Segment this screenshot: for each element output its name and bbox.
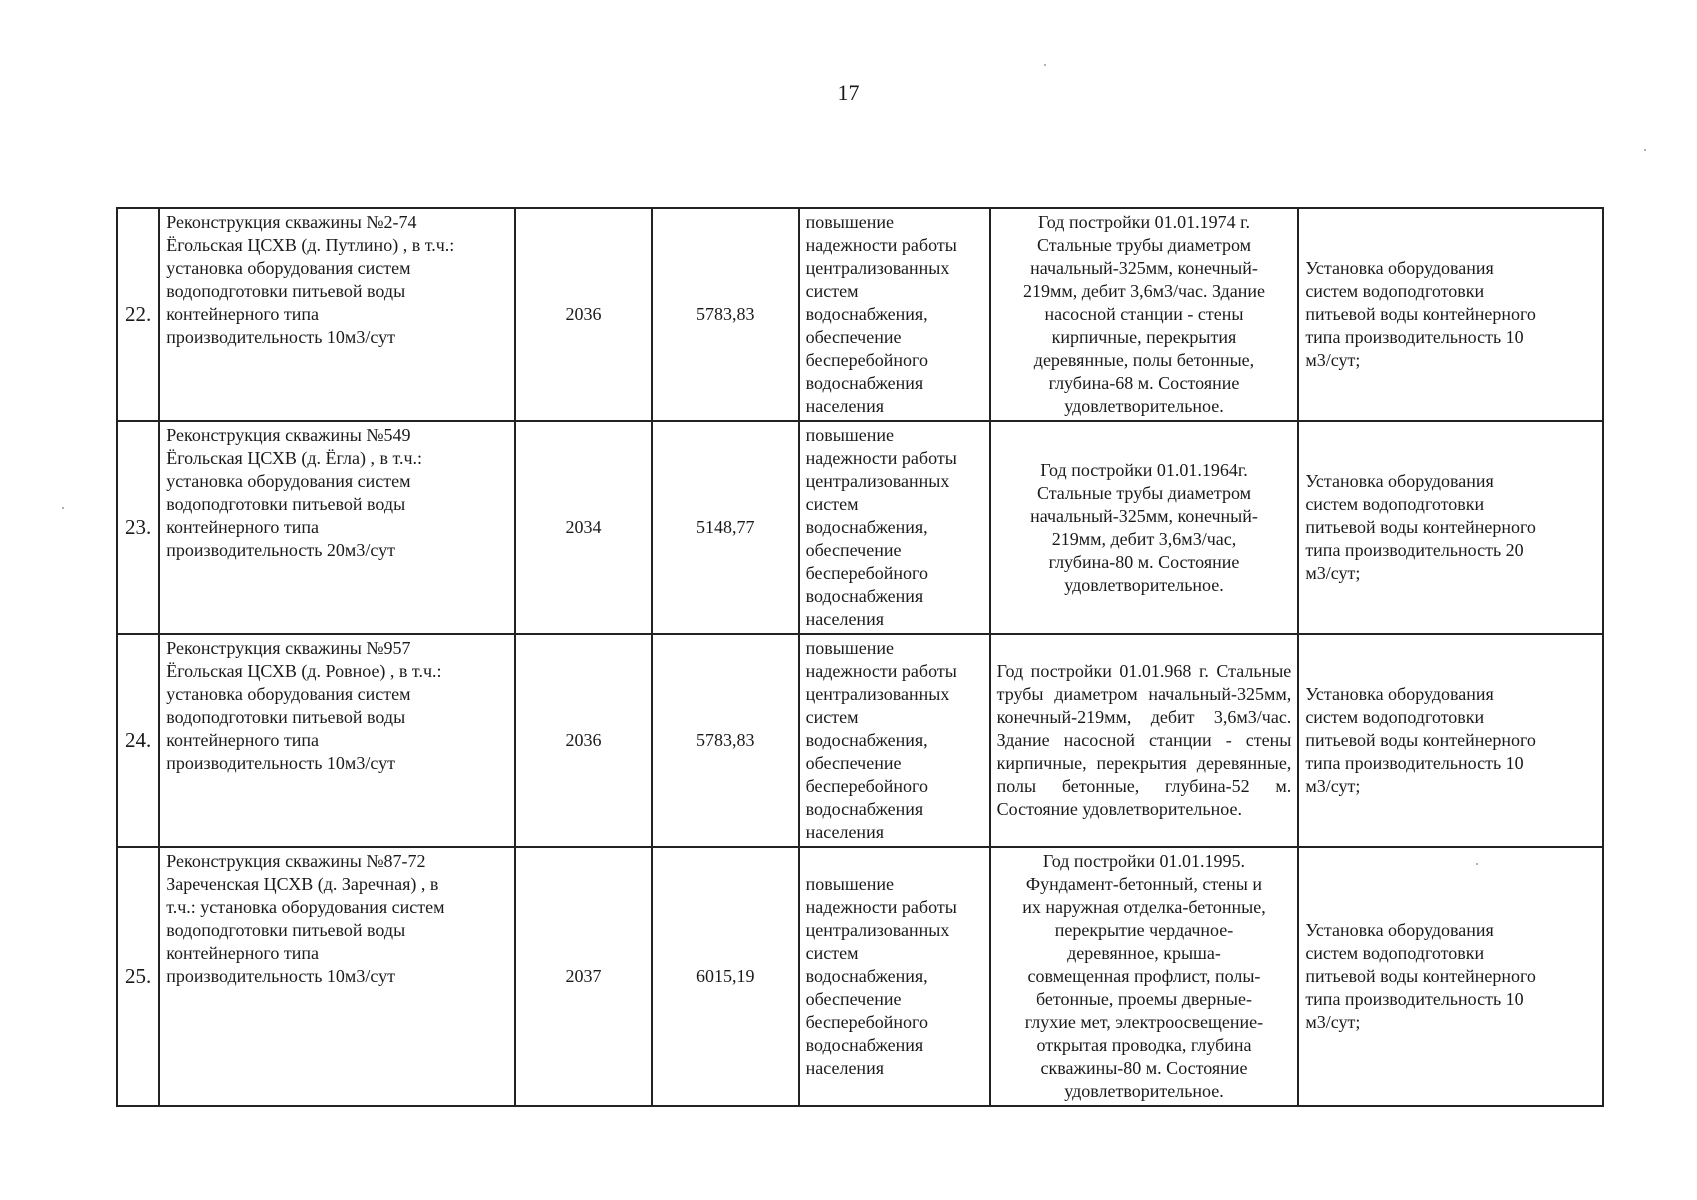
projects-table (116, 207, 1604, 1107)
goal-cell (799, 634, 990, 847)
project-title: Реконструкция скважины №957 Ёгольская ЦСХВ (д. Ровное) , в т.ч.: установка оборудования систем водоподготовки питьевой воды контейнерного типа производительность 10м3/сут (166, 638, 442, 773)
scan-speck (1644, 149, 1646, 151)
action-text: Установка оборудования систем водоподготовки питьевой воды контейнерного типа производительность 10 м3/сут; (1305, 920, 1536, 1032)
scan-speck (1476, 863, 1478, 865)
scan-speck (1044, 64, 1046, 66)
project-title-cell (159, 208, 515, 421)
action-text: Установка оборудования систем водоподготовки питьевой воды контейнерного типа производительность 10 м3/сут; (1305, 258, 1536, 370)
row-number-cell: 23. (117, 421, 159, 634)
goal-cell (799, 421, 990, 634)
state-text: Год постройки 01.01.1964г. Стальные трубы диаметром начальный-325мм, конечный- 219мм, дебит 3,6м3/час, глубина-80 м. Состояние удовлетворительное. (1030, 459, 1258, 595)
project-title: Реконструкция скважины №549 Ёгольская ЦСХВ (д. Ёгла) , в т.ч.: установка оборудования систем водоподготовки питьевой воды контейнерного типа производительность 20м3/сут (166, 425, 423, 560)
state-text: Год постройки 01.01.968 г. Стальные трубы диаметром начальный-325мм, конечный-219мм, дебит 3,6м3/час. Здание насосной станции - стены кирпичные, перекрытия деревянные, полы бетонные, глубина-52 м. Состояние удовлетворительное. (996, 661, 1292, 819)
table-row (117, 208, 1603, 421)
year-cell: 2036 (515, 208, 652, 421)
scan-speck (62, 507, 64, 509)
row-number-cell: 22. (117, 208, 159, 421)
goal-text: повышение надежности работы централизованных систем водоснабжения, обеспечение бесперебойного водоснабжения населения (805, 212, 957, 416)
page-number: 17 (837, 80, 860, 105)
goal-text: повышение надежности работы централизованных систем водоснабжения, обеспечение бесперебойного водоснабжения населения (805, 638, 957, 842)
action-text: Установка оборудования систем водоподготовки питьевой воды контейнерного типа производительность 10 м3/сут; (1305, 684, 1536, 796)
state-cell (990, 421, 1299, 634)
state-cell (990, 634, 1299, 847)
goal-text: повышение надежности работы централизованных систем водоснабжения, обеспечение бесперебойного водоснабжения населения (805, 874, 957, 1078)
project-title-cell (159, 421, 515, 634)
row-number-cell: 24. (117, 634, 159, 847)
action-cell (1298, 847, 1603, 1106)
state-text: Год постройки 01.01.1974 г. Стальные трубы диаметром начальный-325мм, конечный- 219мм, дебит 3,6м3/час. Здание насосной станции - стены кирпичные, перекрытия деревянные, полы бетонные, глубина-68 м. Состояние удовлетворительное. (1022, 212, 1265, 416)
state-cell (990, 208, 1299, 421)
action-cell (1298, 421, 1603, 634)
table-row (117, 847, 1603, 1106)
project-title: Реконструкция скважины №2-74 Ёгольская ЦСХВ (д. Путлино) , в т.ч.: установка оборудования систем водоподготовки питьевой воды контейнерного типа производительность 10м3/сут (166, 212, 455, 347)
action-cell (1298, 634, 1603, 847)
state-text: Год постройки 01.01.1995. Фундамент-бетонный, стены и их наружная отделка-бетонные, перекрытие чердачное- деревянное, крыша- совмещенная профлист, полы- бетонные, проемы дверные- глухие мет, электроосвещение- открытая проводка, глубина скважины-80 м. Состояние удовлетворительное. (1022, 851, 1266, 1101)
year-cell: 2036 (515, 634, 652, 847)
state-cell (990, 847, 1299, 1106)
cost-cell: 5783,83 (652, 634, 799, 847)
project-title-cell (159, 847, 515, 1106)
year-cell: 2034 (515, 421, 652, 634)
row-number-cell: 25. (117, 847, 159, 1106)
table-row (117, 421, 1603, 634)
project-title: Реконструкция скважины №87-72 Зареченская ЦСХВ (д. Заречная) , в т.ч.: установка оборудования систем водоподготовки питьевой воды контейнерного типа производительность 10м3/сут (166, 851, 445, 986)
table-row (117, 634, 1603, 847)
goal-cell (799, 847, 990, 1106)
cost-cell: 5783,83 (652, 208, 799, 421)
year-cell: 2037 (515, 847, 652, 1106)
project-title-cell (159, 634, 515, 847)
cost-cell: 5148,77 (652, 421, 799, 634)
action-cell (1298, 208, 1603, 421)
cost-cell: 6015,19 (652, 847, 799, 1106)
goal-cell (799, 208, 990, 421)
action-text: Установка оборудования систем водоподготовки питьевой воды контейнерного типа производительность 20 м3/сут; (1305, 471, 1536, 583)
goal-text: повышение надежности работы централизованных систем водоснабжения, обеспечение бесперебойного водоснабжения населения (805, 425, 957, 629)
